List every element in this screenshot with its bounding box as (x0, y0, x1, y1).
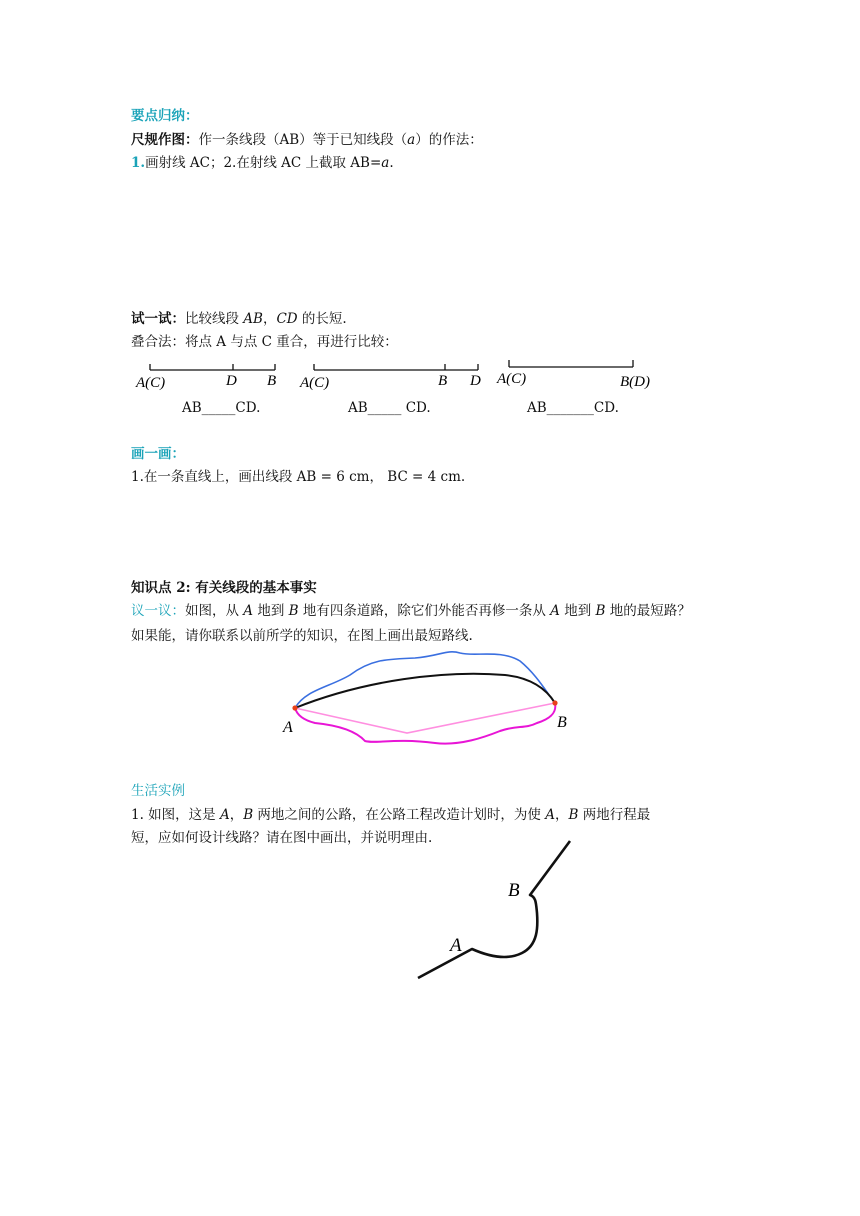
label-b: B (438, 373, 448, 389)
road-magenta (295, 703, 555, 744)
point-a-dot (292, 705, 297, 710)
point-a-label: A (450, 935, 462, 956)
road-pink (295, 703, 555, 733)
draw-heading: 画一画： (131, 446, 185, 462)
discuss-label: 议一议： (131, 603, 185, 619)
try-label: 试一试： (131, 311, 185, 327)
construction-var: a (407, 132, 416, 148)
construction-text-1: 作一条线段（AB）等于已知线段（ (198, 132, 408, 148)
discuss-text: 如图，从 (185, 603, 244, 619)
life-question-line-1 (131, 806, 650, 824)
comparison-1: AB_____CD. (182, 400, 261, 416)
construction-label: 尺规作图： (131, 132, 199, 148)
point-a-ref: A (550, 603, 560, 619)
discuss-text: 地的最短路？ (605, 603, 691, 619)
discuss-text: 地到 (559, 603, 596, 619)
summary-heading: 要点归纳： (131, 108, 199, 124)
construction-line (131, 131, 483, 149)
try-text-1: 比较线段 (185, 311, 244, 327)
draw-item: 1.在一条直线上，画出线段 AB = 6 cm， BC = 4 cm. (131, 469, 466, 485)
label-d: D (470, 373, 481, 389)
segment-figure-1 (128, 358, 288, 394)
question-text: ， (554, 807, 569, 823)
road-black (295, 674, 555, 708)
point-a-ref: A (243, 603, 254, 619)
point-b-label: B (557, 714, 567, 731)
question-text: ， (229, 807, 244, 823)
point-a-ref: A (545, 807, 555, 823)
try-sep: ， (262, 311, 277, 327)
label-b-d: B(D) (620, 374, 650, 390)
discuss-text: 地到 (253, 603, 289, 619)
try-text-2: 的长短. (297, 311, 347, 327)
point-b-dot (552, 700, 557, 705)
step-text: 画射线 AC；2.在射线 AC 上截取 AB= (145, 155, 382, 171)
point-b-label: B (508, 880, 520, 901)
question-text: 1. 如图，这是 (131, 807, 220, 823)
label-a-c: A(C) (136, 375, 166, 391)
segment-figure-2 (298, 358, 498, 394)
comparison-3: AB_______CD. (527, 400, 619, 416)
discuss-text: 地有四条道路，除它们外能否再修一条从 (298, 603, 551, 619)
point-b-ref: B (243, 807, 254, 823)
discuss-line-2: 如果能，请你联系以前所学的知识，在图上画出最短路线. (131, 628, 473, 644)
road-figure (410, 835, 590, 985)
comparison-2: AB_____ CD. (348, 400, 431, 416)
question-text: 两地行程最 (578, 807, 651, 823)
discuss-line-1 (131, 602, 691, 620)
knowledge-title: 知识点 2: 有关线段的基本事实 (131, 580, 317, 596)
construction-text-2: ）的作法： (415, 132, 483, 148)
label-a-c: A(C) (497, 371, 527, 387)
road-path (418, 841, 570, 978)
question-text: 两地之间的公路，在公路工程改造计划时，为使 (253, 807, 546, 823)
construction-steps (131, 154, 394, 172)
segment-ab: AB (243, 311, 263, 327)
life-question-line-2: 短，应如何设计线路？请在图中画出，并说明理由. (131, 830, 433, 846)
four-roads-figure (275, 645, 585, 755)
segment-cd: CD (276, 311, 298, 327)
label-b: B (267, 373, 277, 389)
point-b-ref: B (595, 603, 606, 619)
life-heading: 生活实例 (131, 783, 185, 799)
point-b-ref: B (568, 807, 579, 823)
point-a-label: A (283, 719, 293, 736)
point-a-ref: A (219, 807, 230, 823)
step-var: a (381, 155, 390, 171)
step-number: 1. (131, 155, 146, 171)
step-end: . (389, 155, 394, 171)
label-a-c: A(C) (300, 375, 330, 391)
try-line (131, 310, 347, 328)
road-blue (295, 652, 555, 708)
segment-figure-3 (495, 355, 675, 393)
label-d: D (226, 373, 237, 389)
point-b-ref: B (288, 603, 299, 619)
overlap-method: 叠合法：将点 A 与点 C 重合，再进行比较： (131, 334, 398, 350)
